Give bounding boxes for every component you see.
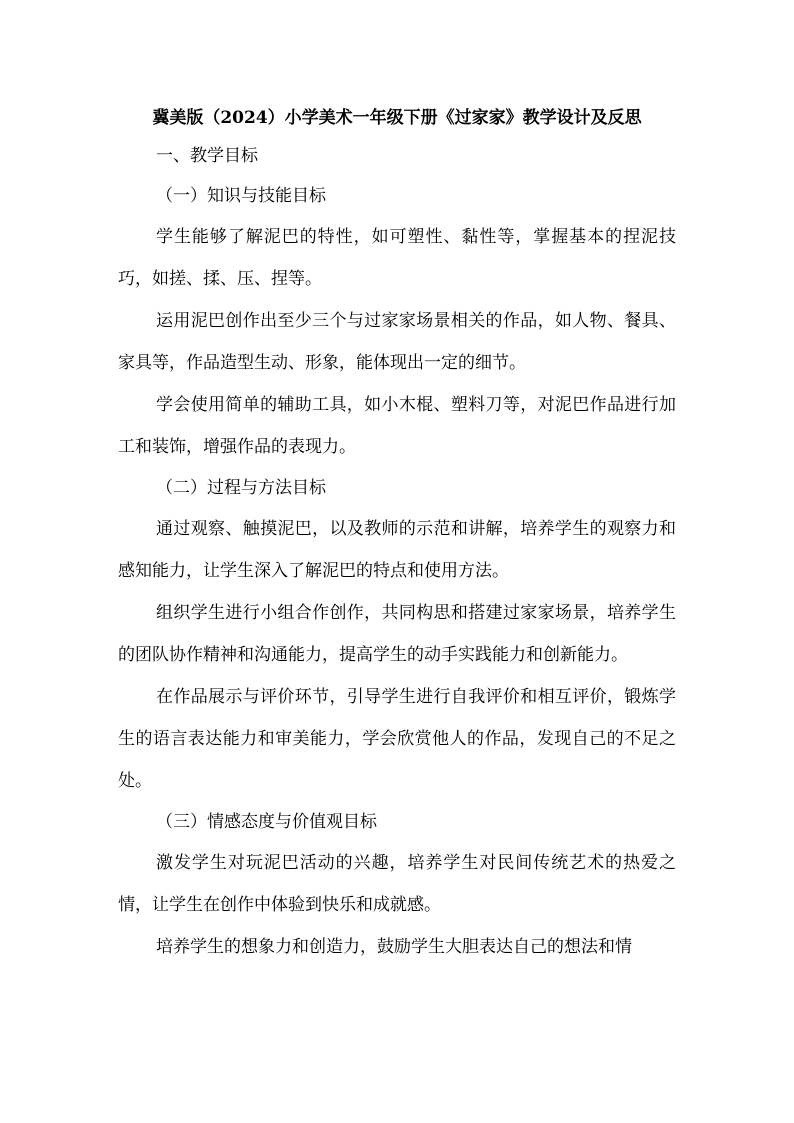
paragraph: 培养学生的想象力和创造力，鼓励学生大胆表达自己的想法和情 [156, 937, 632, 957]
paragraph: 通过观察、触摸泥巴，以及教师的示范和讲解，培养学生的观察力和感知能力，让学生深入了解泥巴的特点和使用方法。 [118, 519, 676, 581]
process-methods-paragraphs [118, 508, 676, 802]
paragraph: 在作品展示与评价环节，引导学生进行自我评价和相互评价，锻炼学生的语言表达能力和审美能力，学会欣赏他人的作品，发现自己的不足之处。 [118, 687, 676, 791]
paragraph: 组织学生进行小组合作创作，共同构思和搭建过家家场景，培养学生的团队协作精神和沟通能力，提高学生的动手实践能力和创新能力。 [118, 603, 676, 665]
knowledge-skills-paragraphs [118, 216, 676, 468]
subsection-heading-emotion-values: （三）情感态度与价值观目标 [156, 812, 377, 832]
paragraph: 运用泥巴创作出至少三个与过家家场景相关的作品，如人物、餐具、家具等，作品造型生动、形象，能体现出一定的细节。 [118, 311, 676, 373]
paragraph: 学会使用简单的辅助工具，如小木棍、塑料刀等，对泥巴作品进行加工和装饰，增强作品的表现力。 [118, 395, 676, 457]
document-title: 冀美版（2024）小学美术一年级下册《过家家》教学设计及反思 [152, 108, 642, 128]
paragraph: 激发学生对玩泥巴活动的兴趣，培养学生对民间传统艺术的热爱之情，让学生在创作中体验到快乐和成就感。 [118, 853, 676, 915]
paragraph: 学生能够了解泥巴的特性，如可塑性、黏性等，掌握基本的捏泥技巧，如搓、揉、压、捏等。 [118, 227, 676, 289]
emotion-values-paragraphs [118, 842, 676, 968]
subsection-heading-knowledge-skills: （一）知识与技能目标 [156, 186, 326, 206]
subsection-heading-process-methods: （二）过程与方法目标 [156, 478, 326, 498]
section-heading-teaching-objectives: 一、教学目标 [156, 146, 258, 166]
